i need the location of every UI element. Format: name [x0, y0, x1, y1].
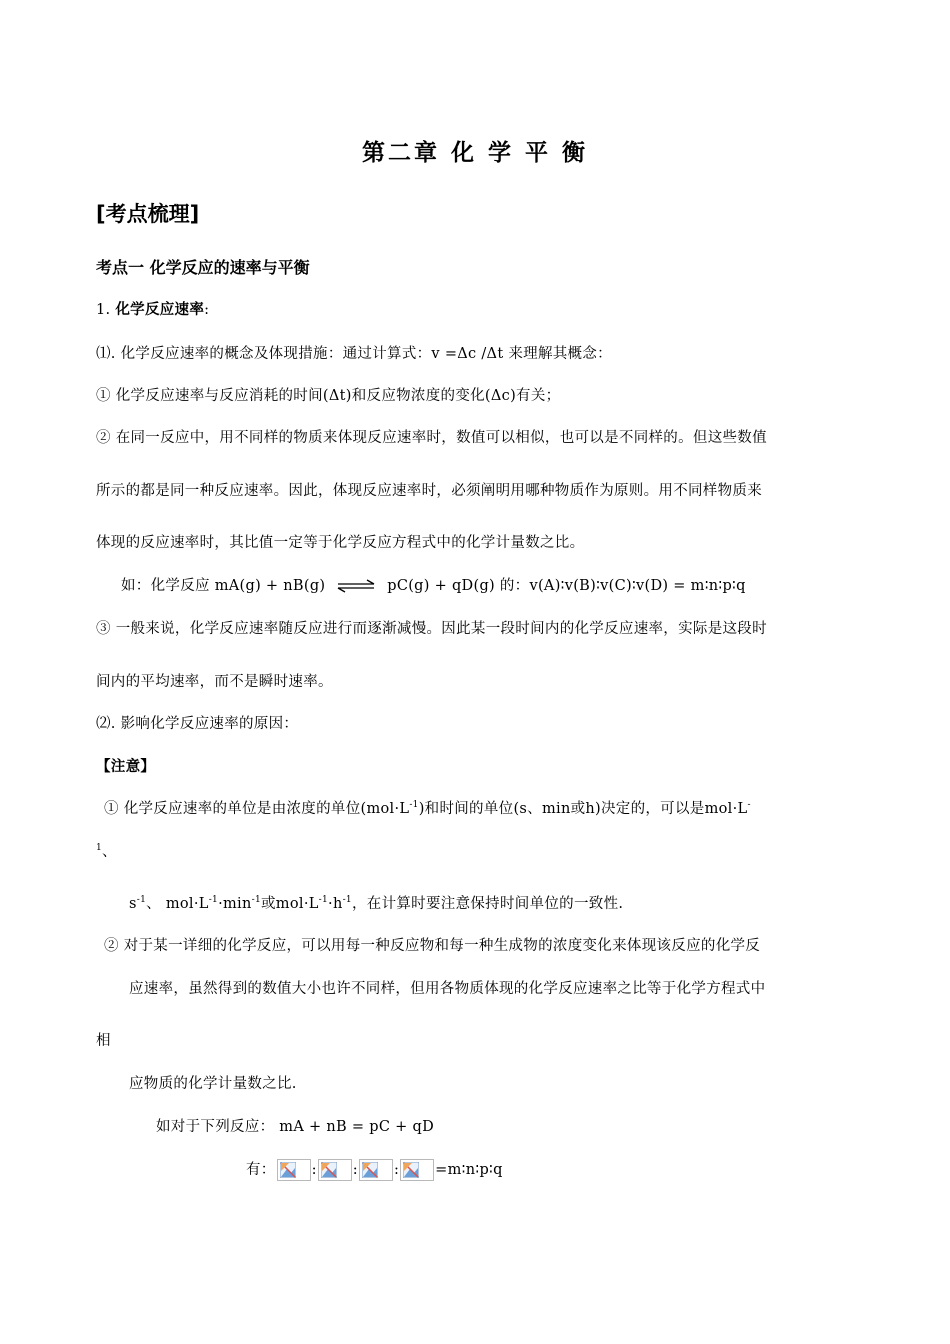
- example-reactants: 如：化学反应 mA(g) + nB(g): [121, 578, 326, 594]
- ratio-separator: :: [393, 1162, 400, 1178]
- paragraph-1: ⑴. 化学反应速率的概念及体现措施：通过计算式：v =Δc /Δt 来理解其概念：: [96, 346, 612, 362]
- note-heading: 【注意】: [96, 759, 156, 775]
- paragraph-4: 所示的都是同一种反应速率。因此，体现反应速率时，必须阐明用哪种物质作为原则。用不同样物质来: [96, 483, 762, 499]
- note-1-text-a: ① 化学反应速率的单位是由浓度的单位(mol·L: [104, 801, 410, 817]
- note-1-units: [129, 894, 623, 914]
- note-1-text-b: )和时间的单位(s、min或h)决定的，可以是mol·L: [418, 801, 748, 817]
- unit-text: 、 mol·L: [146, 896, 209, 912]
- superscript: -1: [208, 895, 219, 906]
- reaction-line: 如对于下列反应： mA + nB = pC + qD: [156, 1119, 435, 1135]
- example-equation: [121, 576, 746, 596]
- unit-text: s: [129, 896, 137, 912]
- unit-text: ·min: [218, 896, 252, 912]
- unit-text: 或mol·L: [261, 896, 319, 912]
- ratio-separator: :: [311, 1162, 317, 1178]
- paragraph-2: ① 化学反应速率与反应消耗的时间(Δt)和反应物浓度的变化(Δc)有关；: [96, 388, 561, 404]
- superscript: -1: [342, 895, 352, 906]
- superscript: -1: [136, 895, 147, 906]
- superscript: -1: [318, 895, 329, 906]
- subheading: 考点一 化学反应的速率与平衡: [96, 258, 310, 277]
- paragraph-7: 间内的平均速率，而不是瞬时速率。: [96, 674, 333, 690]
- note-1-continuation: [96, 842, 117, 862]
- chapter-title: 第二章 化 学 平 衡: [361, 140, 589, 166]
- paragraph-8: ⑵. 影响化学反应速率的原因：: [96, 716, 299, 732]
- note-2-line-2: 应速率，虽然得到的数值大小也许不同样，但用各物质体现的化学反应速率之比等于化学方程式中: [129, 981, 766, 997]
- paragraph-5: 体现的反应速率时，其比值一定等于化学反应方程式中的化学计量数之比。: [96, 535, 585, 551]
- note-2-line-4: 应物质的化学计量数之比.: [129, 1076, 297, 1092]
- equilibrium-arrow-icon: [336, 579, 376, 593]
- broken-image-icon: [318, 1159, 352, 1181]
- superscript: 1: [96, 843, 103, 854]
- note-1-text-c: 、: [102, 844, 117, 860]
- broken-image-icon: [277, 1159, 311, 1181]
- point-1-heading: [96, 300, 209, 320]
- point-label: 化学反应速率: [115, 302, 205, 318]
- note-1: [104, 799, 751, 819]
- example-products: pC(g) + qD(g) 的：v(A)∶v(B)∶v(C)∶v(D) = m∶n∶p∶q: [387, 578, 746, 594]
- note-2-line-1: ② 对于某一详细的化学反应，可以用每一种反应物和每一种生成物的浓度变化来体现该反应的化学反: [104, 938, 761, 954]
- broken-image-icon: [359, 1159, 393, 1181]
- note-2-line-3: 相: [96, 1033, 111, 1049]
- superscript: -: [747, 800, 751, 811]
- superscript: -1: [251, 895, 261, 906]
- ratio-suffix: =m∶n∶p∶q: [435, 1162, 503, 1178]
- paragraph-6: ③ 一般来说，化学反应速率随反应进行而逐渐减慢。因此某一段时间内的化学反应速率，实际是这段时: [96, 621, 767, 637]
- unit-text: ·h: [328, 896, 343, 912]
- paragraph-3: ② 在同一反应中，用不同样的物质来体现反应速率时，数值可以相似，也可以是不同样的。但这些数值: [96, 430, 767, 446]
- point-number: 1.: [96, 302, 111, 318]
- ratio-separator: :: [352, 1162, 358, 1178]
- broken-image-icon: [400, 1159, 434, 1181]
- point-colon: :: [204, 302, 210, 318]
- superscript: -1: [409, 800, 419, 811]
- section-heading: [考点梳理]: [96, 202, 200, 226]
- ratio-prefix: 有：: [246, 1162, 276, 1178]
- unit-text: ，在计算时要注意保持时间单位的一致性.: [351, 896, 624, 912]
- ratio-line: [246, 1159, 503, 1181]
